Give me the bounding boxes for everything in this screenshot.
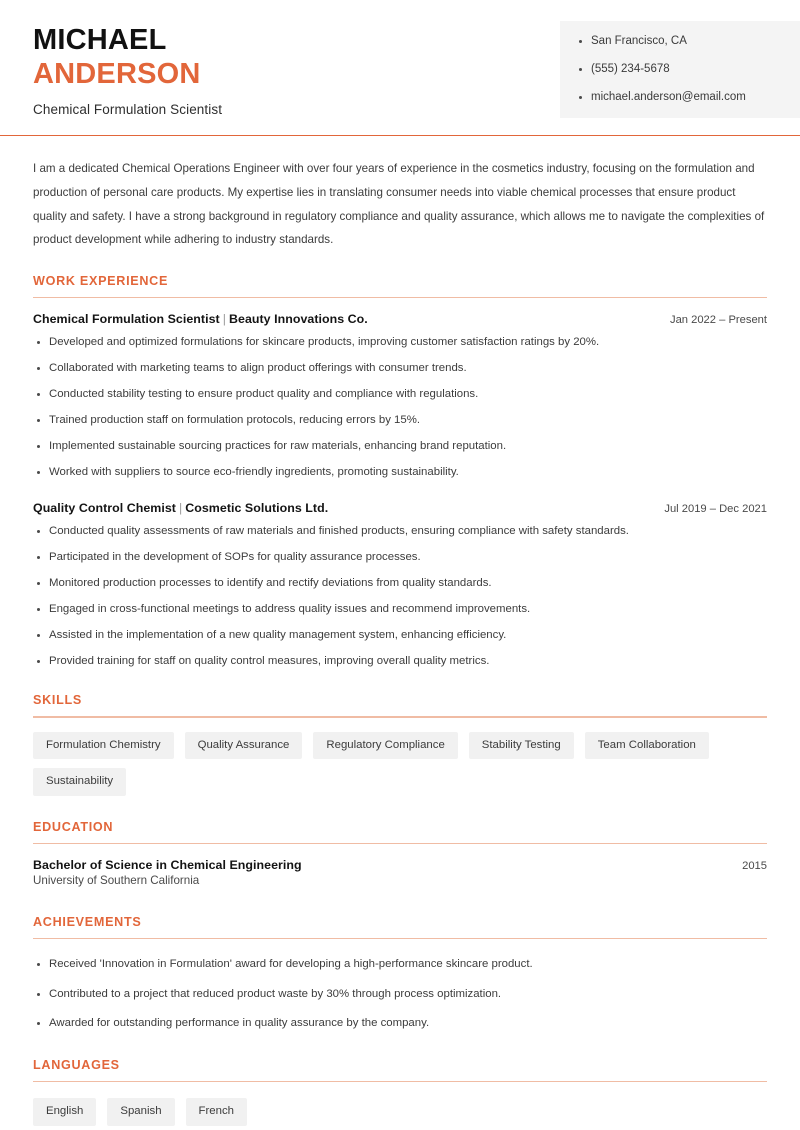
list-item: Collaborated with marketing teams to align product offerings with consumer trends. [33, 361, 767, 376]
section-title-skills: SKILLS [33, 693, 82, 708]
work-entry [33, 312, 767, 480]
languages-chip-list [33, 1098, 767, 1126]
language-chip: French [186, 1098, 247, 1126]
work-entry [33, 501, 767, 669]
list-item: Awarded for outstanding performance in quality assurance by the company. [33, 1016, 767, 1031]
work-role: Quality Control Chemist [33, 501, 176, 516]
section-skills [33, 693, 767, 795]
list-item: Trained production staff on formulation protocols, reducing errors by 15%. [33, 413, 767, 428]
title-separator: | [178, 501, 183, 516]
list-item: Contributed to a project that reduced product waste by 30% through process optimization. [33, 987, 767, 1002]
section-title-achievements: ACHIEVEMENTS [33, 915, 142, 930]
education-school: University of Southern California [33, 874, 200, 888]
work-entry-date: Jul 2019 – Dec 2021 [664, 503, 767, 516]
skill-chip: Sustainability [33, 768, 126, 796]
title-separator: | [222, 312, 226, 327]
work-entry-header [33, 501, 767, 515]
education-entry-header [33, 858, 767, 872]
list-item: Received 'Innovation in Formulation' award for developing a high-performance skincare product. [33, 957, 767, 972]
section-work-experience [33, 274, 767, 669]
list-item: Monitored production processes to identify and rectify deviations from quality standards. [33, 576, 767, 591]
work-entry-header [33, 312, 767, 326]
section-rule [33, 297, 767, 298]
resume-body [0, 157, 800, 1126]
contact-list [578, 35, 784, 104]
list-item: Participated in the development of SOPs for quality assurance processes. [33, 550, 767, 565]
work-company: Beauty Innovations Co. [229, 312, 368, 327]
section-rule [33, 1081, 767, 1082]
list-item: Implemented sustainable sourcing practices for raw materials, enhancing brand reputation. [33, 439, 767, 454]
skills-chip-list [33, 732, 767, 796]
section-title-work-experience: WORK EXPERIENCE [33, 274, 169, 289]
identity-block [0, 0, 222, 117]
achievements-list [33, 957, 767, 1031]
list-item: Developed and optimized formulations for skincare products, improving customer satisfaction ratings by 20%. [33, 335, 767, 350]
list-item: Engaged in cross-functional meetings to address quality issues and recommend improvements. [33, 602, 767, 617]
section-rule [33, 938, 767, 939]
section-languages [33, 1058, 767, 1126]
contact-item-email[interactable]: michael.anderson@email.com [578, 91, 784, 105]
last-name: ANDERSON [33, 57, 201, 90]
work-entry-bullets [33, 335, 767, 480]
language-chip: English [33, 1098, 96, 1126]
contact-box [560, 21, 800, 118]
skill-chip: Quality Assurance [185, 732, 303, 760]
language-chip: Spanish [107, 1098, 174, 1126]
work-entry-bullets [33, 524, 767, 669]
work-entry-title [33, 501, 328, 515]
list-item: Worked with suppliers to source eco-friendly ingredients, promoting sustainability. [33, 465, 767, 480]
first-name: MICHAEL [33, 24, 167, 56]
skill-chip: Team Collaboration [585, 732, 709, 760]
section-achievements [33, 915, 767, 1032]
professional-summary: I am a dedicated Chemical Operations Engineer with over four years of experience in the cosmetics industry, focusing on the formulation and production of personal care products. My expertise lies in translating consumer needs into viable chemical processes that ensure product quality and safety. I have a strong background in regulatory compliance and quality assurance, which allows me to navigate the complexities of product development while adhering to industry standards. [33, 162, 765, 247]
header-divider [0, 135, 800, 137]
work-entry-title [33, 312, 368, 326]
skill-chip: Regulatory Compliance [313, 732, 457, 760]
section-rule [33, 716, 767, 717]
contact-item-phone[interactable]: (555) 234-5678 [578, 63, 784, 77]
skill-chip: Formulation Chemistry [33, 732, 174, 760]
list-item: Conducted stability testing to ensure product quality and compliance with regulations. [33, 387, 767, 402]
contact-item-location: San Francisco, CA [578, 35, 784, 49]
work-company: Cosmetic Solutions Ltd. [185, 501, 329, 516]
section-rule [33, 843, 767, 844]
skill-chip: Stability Testing [469, 732, 574, 760]
education-degree: Bachelor of Science in Chemical Engineering [33, 858, 302, 873]
list-item: Assisted in the implementation of a new quality management system, enhancing efficiency. [33, 628, 767, 643]
work-entry-date: Jan 2022 – Present [669, 314, 767, 327]
work-role: Chemical Formulation Scientist [33, 312, 220, 327]
section-title-education: EDUCATION [33, 819, 114, 834]
list-item: Conducted quality assessments of raw materials and finished products, ensuring compliance with safety standards. [33, 524, 767, 539]
education-entry [33, 858, 767, 887]
professional-title: Chemical Formulation Scientist [33, 102, 223, 118]
education-date: 2015 [742, 860, 767, 873]
list-item: Provided training for staff on quality control measures, improving overall quality metrics. [33, 654, 767, 669]
resume-header [0, 0, 800, 136]
section-title-languages: LANGUAGES [33, 1057, 120, 1072]
section-education [33, 820, 767, 887]
